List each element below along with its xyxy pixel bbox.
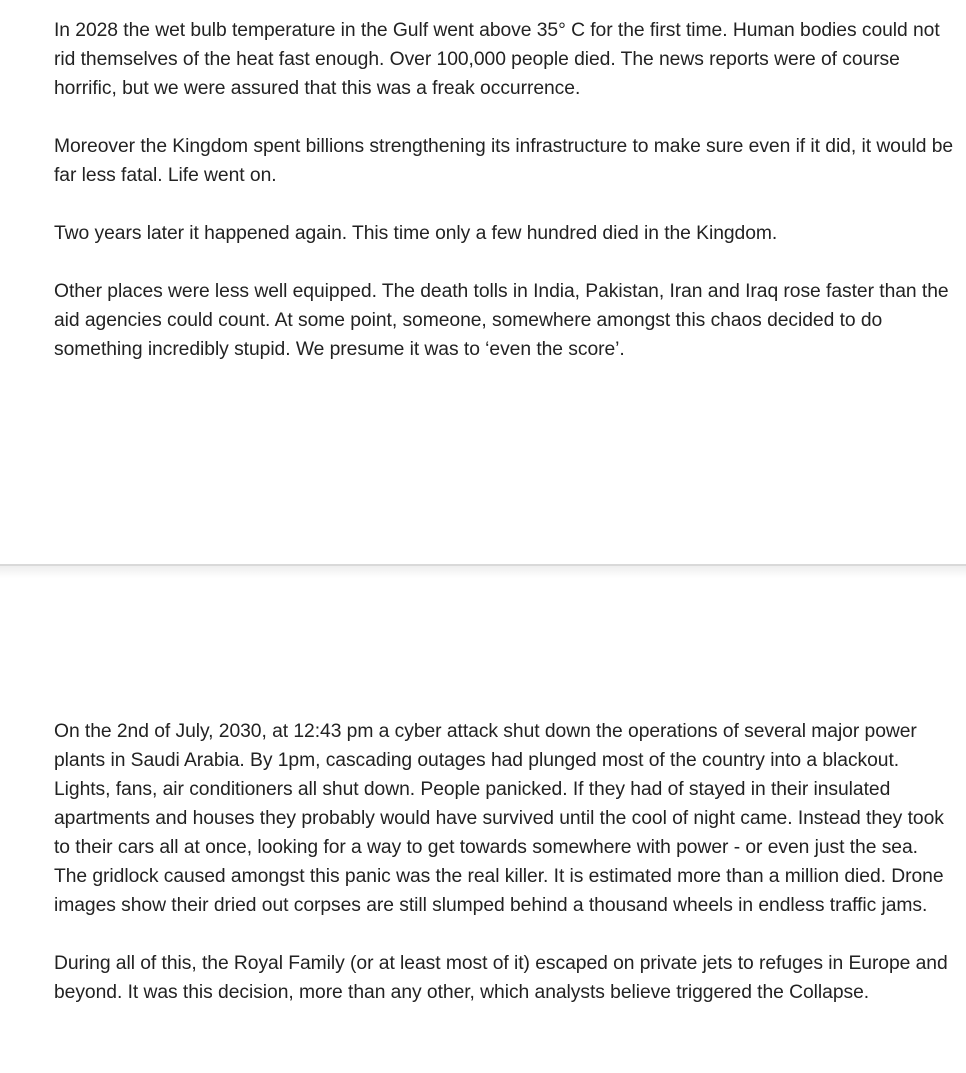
page-break-shadow <box>0 566 966 578</box>
page-break-divider <box>0 564 966 578</box>
page-1-body <box>54 16 954 393</box>
document-page-2 <box>0 578 966 1073</box>
paragraph-other-places: Other places were less well equipped. The death tolls in India, Pakistan, Iran and Iraq rose faster than the aid agencies could count. At some point, someone, somewhere amongst this chaos decided to do something incredibly stupid. We presume it was to ‘even the score’. <box>54 281 949 360</box>
paragraph-wet-bulb: In 2028 the wet bulb temperature in the Gulf went above 35° C for the first time. Human bodies could not rid themselves of the heat fast enough. Over 100,000 people died. The news reports were of course horrific, but we were assured that this was a freak occurrence. <box>54 20 940 99</box>
paragraph-two-years-later: Two years later it happened again. This time only a few hundred died in the Kingdom. <box>54 223 778 244</box>
paragraph-cyber-attack: On the 2nd of July, 2030, at 12:43 pm a cyber attack shut down the operations of several major power plants in Saudi Arabia. By 1pm, cascading outages had plunged most of the country into a blackout. Lights, fans, air conditioners all shut down. People panicked. If they had of stayed in their insulated apartments and houses they probably would have survived until the cool of night came. Instead they took to their cars all at once, looking for a way to get towards somewhere with power - or even just the sea. The gridlock caused amongst this panic was the real killer. It is estimated more than a million died. Drone images show their dried out corpses are still slumped behind a thousand wheels in endless traffic jams. <box>54 721 944 916</box>
page-2-body <box>54 717 954 1036</box>
paragraph-royal-family: During all of this, the Royal Family (or at least most of it) escaped on private jets to refuges in Europe and beyond. It was this decision, more than any other, which analysts believe triggered the Collapse. <box>54 953 948 1003</box>
paragraph-infrastructure: Moreover the Kingdom spent billions strengthening its infrastructure to make sure even if it did, it would be far less fatal. Life went on. <box>54 136 954 186</box>
